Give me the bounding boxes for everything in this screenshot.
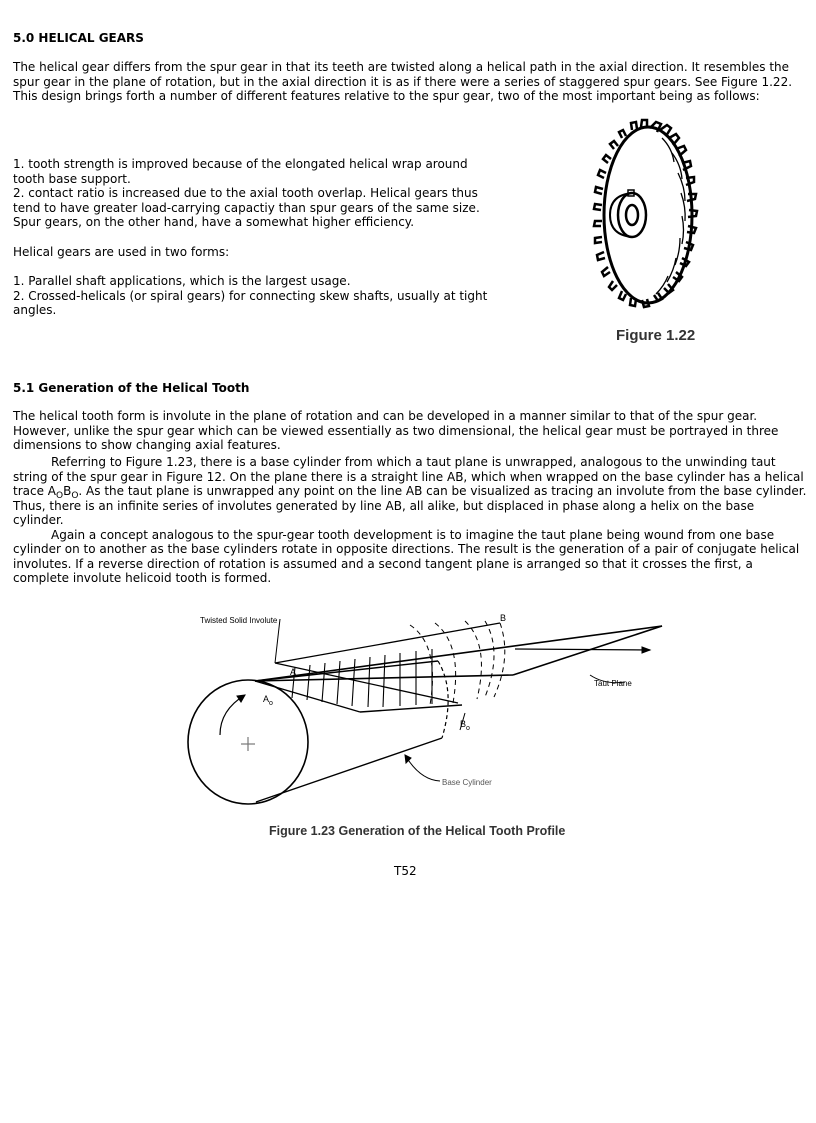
paragraph-3: Again a concept analogous to the spur-gear tooth development is to imagine the taut plane being wound from one base cylinder on to another as the base cylinders rotate in opposite directions. The result is the generation of a pair of conjugate helical involutes. If a reverse direction of rotation is assumed and a second tangent plane is arranged so that it crosses the first, a complete involute helicoid tooth is formed. <box>13 527 800 585</box>
feature-list <box>13 157 483 230</box>
intro-paragraph: The helical gear differs from the spur gear in that its teeth are twisted along a helical path in the axial direction. It resembles the spur gear in the plane of rotation, but in the axial direction it is as if there were a series of staggered spur gears. See Figure 1.22. This design brings forth a number of different features relative to the spur gear, two of the most important being as follows: <box>13 60 793 103</box>
label-b: B <box>500 613 507 623</box>
forms-item-1: 1. Parallel shaft applications, which is the largest usage. <box>13 274 351 288</box>
subsection-title: 5.1 Generation of the Helical Tooth <box>13 381 250 395</box>
helical-gear-figure <box>592 118 702 313</box>
label-twisted-involute: Twisted Solid Involute <box>200 616 278 625</box>
paragraph-2: Referring to Figure 1.23, there is a base cylinder from which a taut plane is unwrapped, analogous to the unwinding taut string of the spur gear in Figure 12. On the plane there is a straight line AB, which when wrapped on the base cylinder has a helical trace $A_OB_O$. As the taut plane is unwrapped any point on the line AB can be visualized as tracing an involute from the base cylinder. Thus, there is an infinite series of involutes generated by line AB, all alike, but displaced in phase along a helix on the base cylinder. <box>13 455 807 527</box>
paragraph-1: The helical tooth form is involute in the plane of rotation and can be developed in a manner similar to that of the spur gear. However, unlike the spur gear which can be viewed essentially as two dimensional, the helical gear must be portrayed in three dimensions to show changing axial features. <box>13 409 779 452</box>
helical-tooth-figure <box>180 605 680 815</box>
page-number: T52 <box>394 864 417 878</box>
figure-1-22-caption: Figure 1.22 <box>616 327 696 344</box>
taut-plane-top <box>255 626 662 681</box>
label-b0: $B_o$ <box>460 719 470 732</box>
paragraphs-2-3 <box>13 455 808 586</box>
feature-item-1: 1. tooth strength is improved because of the elongated helical wrap around tooth base support. <box>13 157 468 186</box>
forms-item-2: 2. Crossed-helicals (or spiral gears) for connecting skew shafts, usually at tight angles. <box>13 288 488 317</box>
forms-intro: Helical gears are used in two forms: <box>13 245 230 259</box>
label-a0: $A_o$ <box>263 694 273 707</box>
label-taut-plane: Taut Plane <box>594 679 632 688</box>
section-title: 5.0 HELICAL GEARS <box>13 31 144 45</box>
forms-list <box>13 274 503 318</box>
cylinder-bottom-line <box>256 738 442 802</box>
label-a: A <box>290 667 297 677</box>
feature-item-2: 2. contact ratio is increased due to the axial tooth overlap. Helical gears thus tend to have greater load-carrying capactiy than spur gears of the same size. Spur gears, on the other hand, have a somewhat higher efficiency. <box>13 186 480 229</box>
figure-1-23-caption: Figure 1.23 Generation of the Helical Tooth Profile <box>269 824 566 838</box>
label-base-cylinder: Base Cylinder <box>442 778 492 787</box>
